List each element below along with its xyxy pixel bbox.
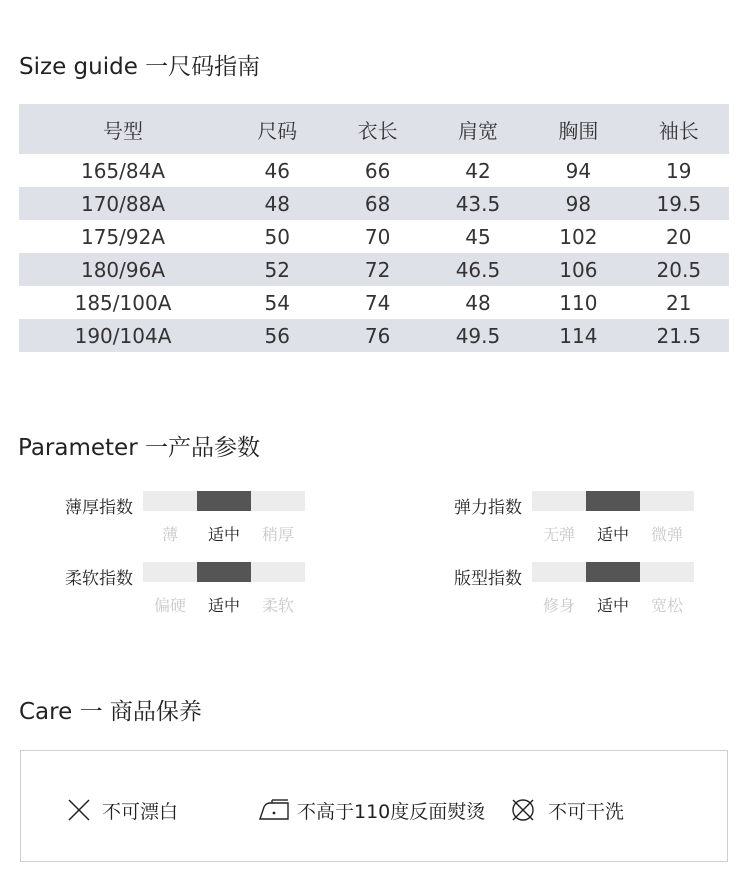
table-cell: 48 (465, 290, 491, 315)
header-cell: 袖长 (629, 104, 729, 154)
table-cell: 106 (528, 253, 628, 286)
table-cell: 94 (565, 158, 592, 183)
care-box (20, 750, 728, 862)
param-label: 版型指数 (454, 569, 522, 589)
param-option: 适中 (207, 596, 240, 615)
table-cell: 70 (364, 224, 391, 249)
care-item-no-bleach (66, 797, 178, 823)
param-label: 薄厚指数 (65, 498, 133, 518)
table-cell: 52 (227, 253, 327, 286)
param-option: 宽松 (650, 596, 683, 615)
table-cell: 190/104A (19, 319, 227, 352)
table-cell: 20 (666, 224, 692, 249)
table-row (19, 154, 729, 187)
param-bar-segment (143, 562, 197, 582)
table-cell: 19 (666, 158, 692, 183)
iron-icon (257, 797, 291, 823)
table-cell: 76 (327, 319, 427, 352)
param-option: 修身 (542, 596, 575, 615)
care-item-iron (257, 797, 485, 823)
table-cell: 46 (264, 158, 290, 183)
care-text: 不可干洗 (548, 800, 625, 823)
care-item-no-dry-clean (510, 797, 624, 823)
table-row (19, 187, 729, 220)
header-cell: 号型 (19, 104, 227, 154)
param-bar-segment (532, 562, 586, 582)
param-bar-segment (532, 491, 586, 511)
param-bar-segment (586, 562, 640, 582)
care-title: Care 一 商品保养 (19, 699, 202, 725)
table-cell: 170/88A (19, 187, 227, 220)
care-text: 不高于110度反面熨烫 (297, 800, 486, 823)
param-option: 适中 (596, 596, 629, 615)
table-row (19, 253, 729, 286)
table-cell: 21 (666, 290, 692, 315)
table-row (19, 319, 729, 352)
param-fit (446, 560, 696, 620)
table-cell: 48 (227, 187, 327, 220)
param-option: 柔软 (261, 596, 294, 615)
param-bar-segment (586, 491, 640, 511)
param-softness (57, 560, 307, 620)
table-cell: 98 (528, 187, 628, 220)
size-table (19, 104, 729, 352)
table-cell: 54 (264, 290, 290, 315)
header-cell: 衣长 (327, 104, 427, 154)
param-bar-segment (251, 562, 305, 582)
param-elasticity (446, 489, 696, 549)
param-option: 无弹 (542, 525, 575, 544)
param-option: 偏硬 (153, 596, 186, 615)
table-cell: 21.5 (629, 319, 729, 352)
table-cell: 56 (227, 319, 327, 352)
param-bar-segment (640, 562, 694, 582)
table-cell: 19.5 (629, 187, 729, 220)
table-cell: 49.5 (428, 319, 528, 352)
table-cell: 66 (364, 158, 391, 183)
param-label: 柔软指数 (65, 569, 133, 589)
param-option: 适中 (207, 525, 240, 544)
table-cell: 20.5 (629, 253, 729, 286)
param-bar-segment (251, 491, 305, 511)
header-cell: 尺码 (227, 104, 327, 154)
table-cell: 42 (465, 158, 491, 183)
table-cell: 50 (264, 224, 290, 249)
table-row (19, 286, 729, 319)
size-guide-title: Size guide 一尺码指南 (19, 54, 261, 80)
table-cell: 185/100A (74, 290, 172, 315)
size-table-header (19, 104, 729, 154)
table-cell: 175/92A (80, 224, 166, 249)
header-cell: 肩宽 (428, 104, 528, 154)
table-cell: 110 (559, 290, 598, 315)
table-cell: 180/96A (19, 253, 227, 286)
param-bar-segment (143, 491, 197, 511)
param-bar-segment (197, 562, 251, 582)
table-cell: 165/84A (80, 158, 166, 183)
param-option: 微弹 (650, 525, 683, 544)
table-cell: 74 (364, 290, 391, 315)
param-option: 适中 (596, 525, 629, 544)
param-bar-segment (197, 491, 251, 511)
table-cell: 102 (559, 224, 598, 249)
param-option: 薄 (161, 525, 178, 544)
no-bleach-icon (66, 797, 92, 823)
param-thickness (57, 489, 307, 549)
table-cell: 68 (327, 187, 427, 220)
header-cell: 胸围 (528, 104, 628, 154)
care-text: 不可漂白 (102, 800, 179, 823)
parameter-title: Parameter 一产品参数 (18, 435, 260, 461)
table-row (19, 220, 729, 253)
param-label: 弹力指数 (454, 498, 522, 518)
table-cell: 46.5 (428, 253, 528, 286)
table-cell: 114 (528, 319, 628, 352)
table-cell: 72 (327, 253, 427, 286)
table-cell: 43.5 (428, 187, 528, 220)
param-bar-segment (640, 491, 694, 511)
param-option: 稍厚 (261, 525, 294, 544)
table-cell: 45 (465, 224, 491, 249)
no-dry-clean-icon (510, 797, 536, 823)
